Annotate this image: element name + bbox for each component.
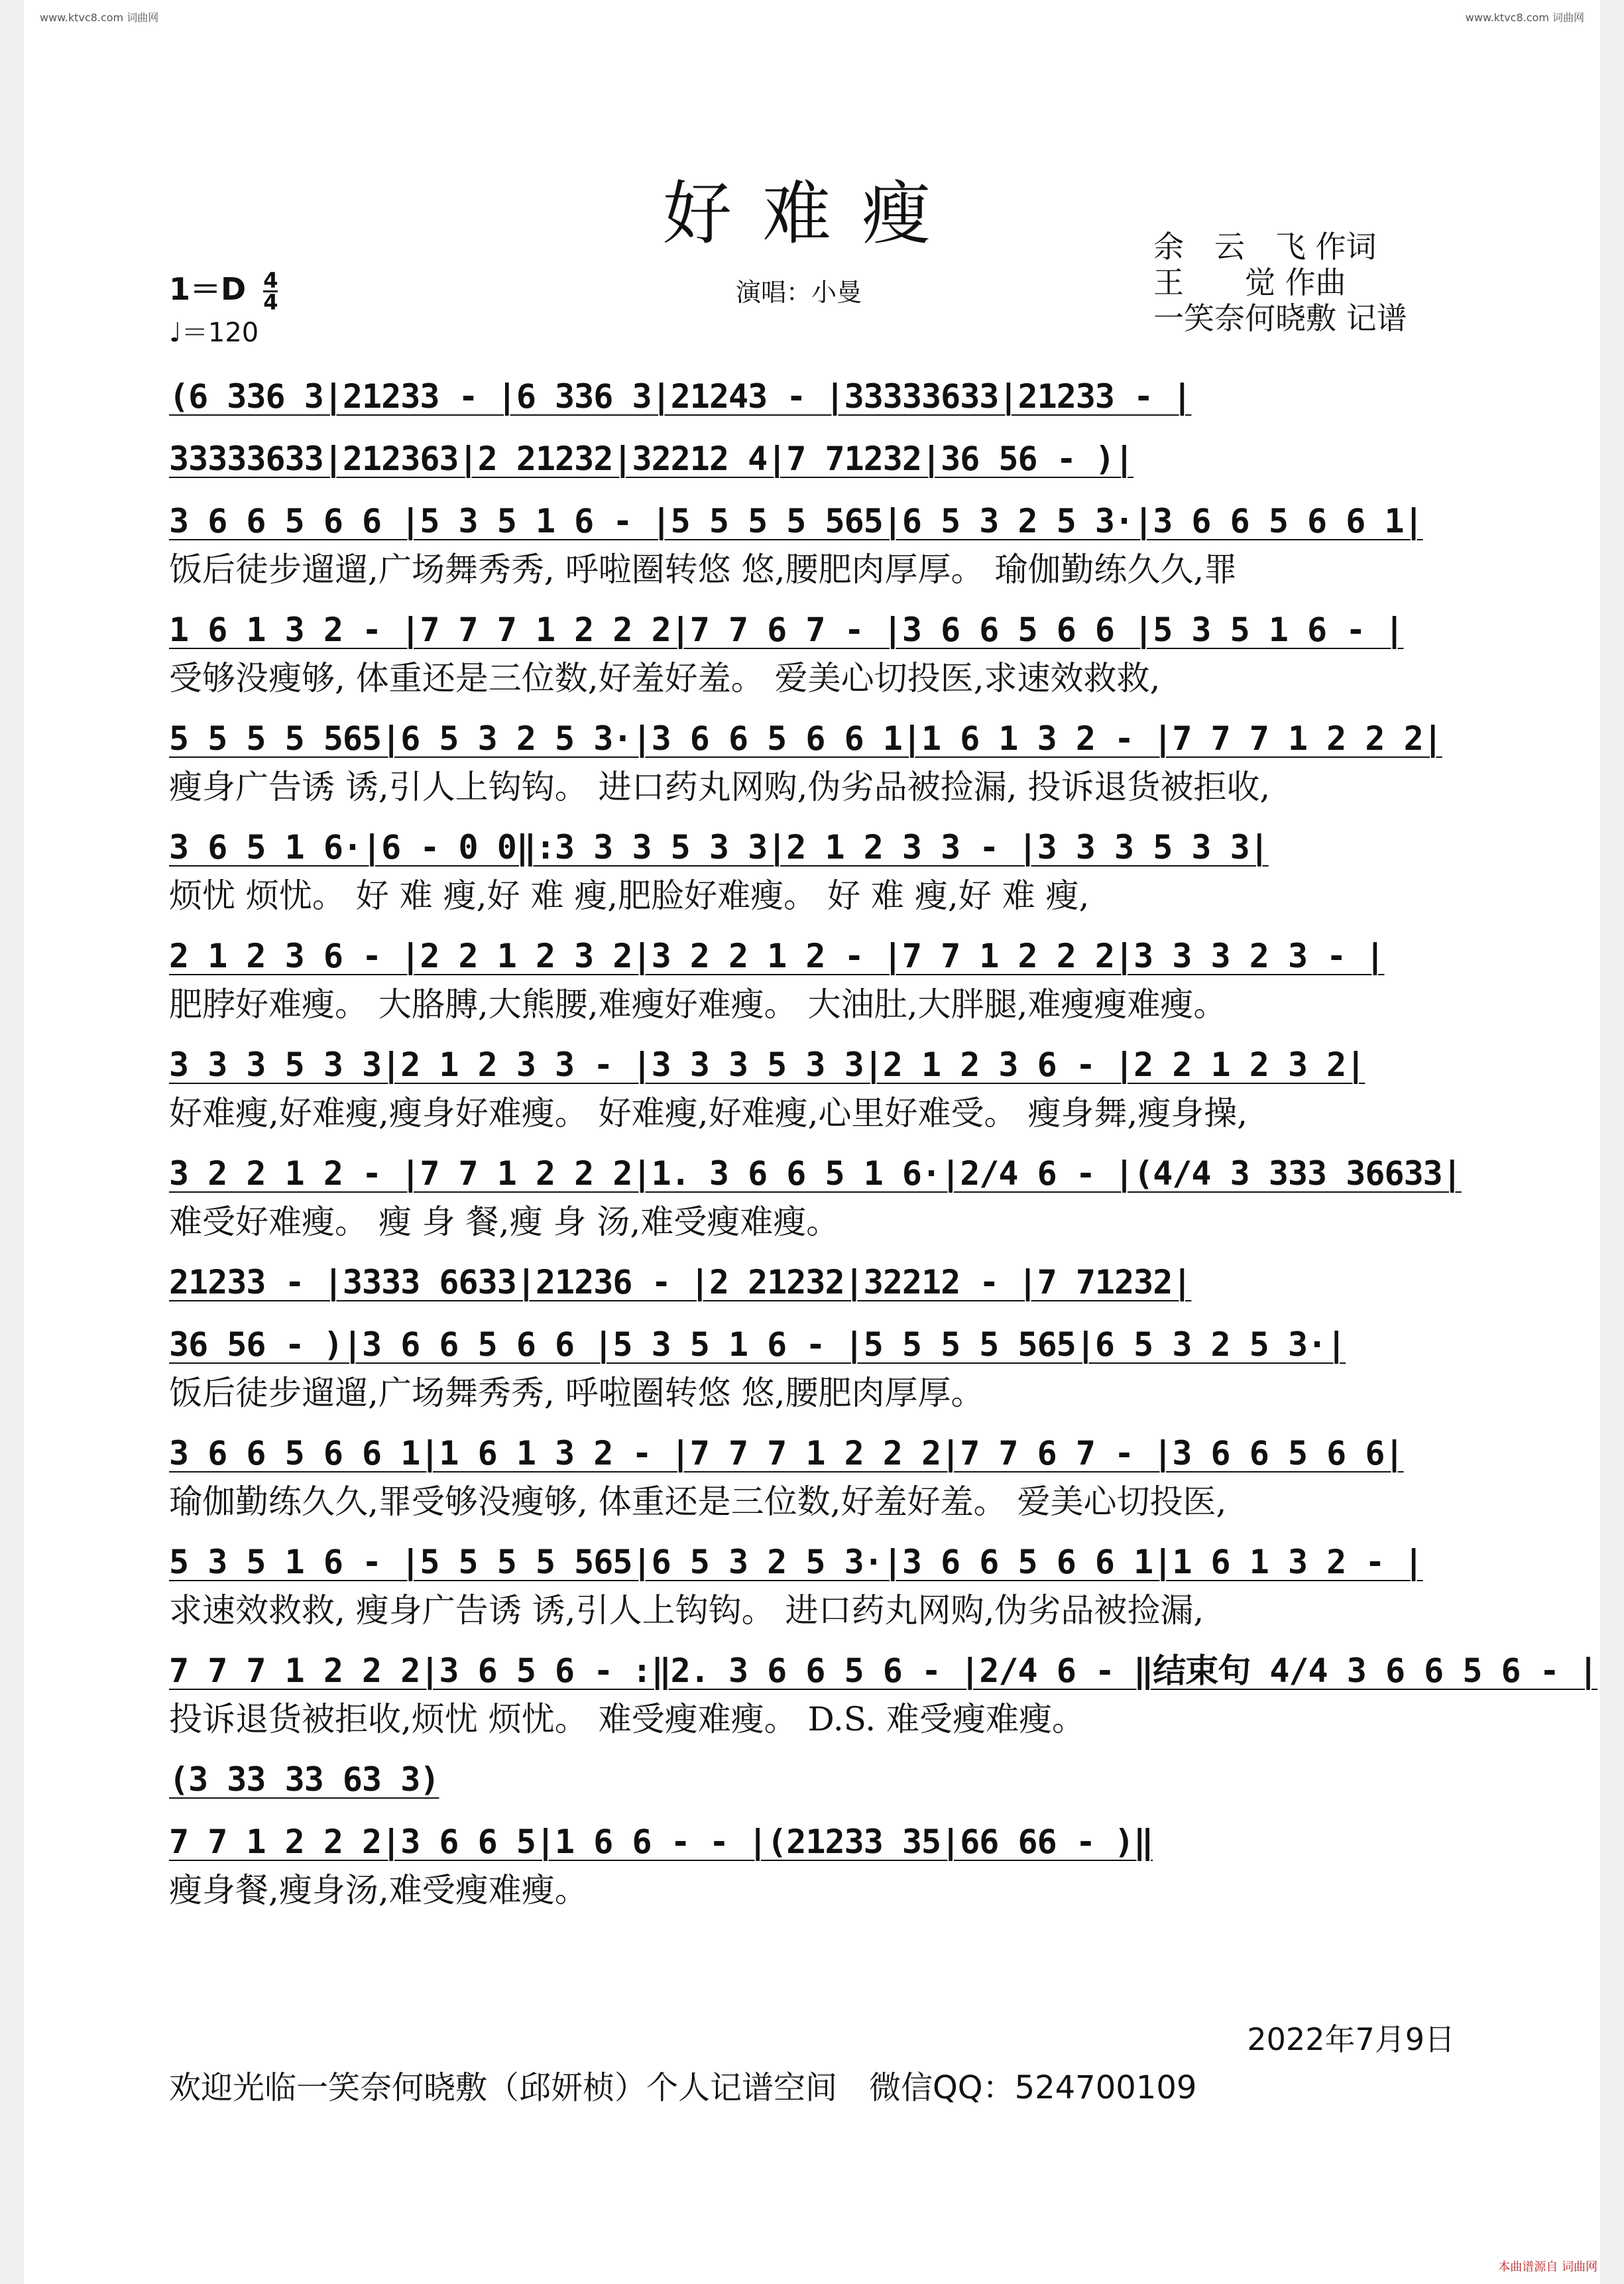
notation-row: (3 33 33 63 3) (169, 1760, 439, 1799)
meter-top: 4 (263, 268, 278, 293)
notation-row: 3 6 6 5 6 6 |5 3 5 1 6 - |5 5 5 5 565|6 5 3 2 5 3·|3 6 6 5 6 6 1| (169, 502, 1423, 540)
transcriber-credit: 一笑奈何晓敷 记谱 (1153, 300, 1407, 336)
notation-row: 3 6 5 1 6·|6 - 0 0‖:3 3 3 5 3 3|2 1 2 3 3 - |3 3 3 5 3 3| (169, 828, 1269, 867)
lyrics-row: 烦忧 烦忧。 好 难 瘦,好 难 瘦,肥脸好难瘦。 好 难 瘦,好 难 瘦, (169, 876, 1090, 915)
tempo-marking: ♩＝120 (169, 318, 259, 348)
score-line (169, 1040, 1462, 1136)
score-line (169, 371, 1462, 422)
source-stamp: 本曲谱源自 词曲网 (1498, 2260, 1597, 2274)
left-margin-strip (0, 0, 24, 2284)
composer-credit: 王 觉 作曲 (1153, 265, 1346, 300)
lyrics-row: 饭后徒步遛遛,广场舞秀秀, 呼啦圈转悠 悠,腰肥肉厚厚。 (169, 1374, 984, 1412)
notation-row: 36 56 - )|3 6 6 5 6 6 |5 3 5 1 6 - |5 5 5 5 565|6 5 3 2 5 3·| (169, 1325, 1346, 1364)
lyrics-row: 瑜伽勤练久久,罪受够没瘦够, 体重还是三位数,好羞好羞。 爱美心切投医, (169, 1482, 1227, 1521)
score-line (169, 1646, 1598, 1742)
footer-note: 欢迎光临一笑奈何晓敷（邱妍桢）个人记谱空间 微信QQ：524700109 (169, 2069, 1197, 2106)
meter-bottom: 4 (263, 290, 278, 315)
score-line (169, 605, 1462, 701)
score-line (169, 496, 1462, 593)
song-title: 好难瘦 (662, 173, 961, 254)
lyrics-row: 好难瘦,好难瘦,瘦身好难瘦。 好难瘦,好难瘦,心里好难受。 瘦身舞,瘦身操, (169, 1094, 1248, 1132)
notation-row: 21233 - |3333 6633|21236 - |2 21232|32212 - |7 71232| (169, 1263, 1192, 1301)
score-line (169, 1754, 1462, 1805)
score-line (169, 434, 1462, 484)
notation-row: 3 6 6 5 6 6 1|1 6 1 3 2 - |7 7 7 1 2 2 2|7 7 6 7 - |3 6 6 5 6 6| (169, 1434, 1404, 1473)
notation-row: 3 3 3 5 3 3|2 1 2 3 3 - |3 3 3 5 3 3|2 1 2 3 6 - |2 2 1 2 3 2| (169, 1046, 1365, 1084)
notation-row: 7 7 1 2 2 2|3 6 6 5|1 6 6 - - |(21233 35|66 66 - )‖ (169, 1823, 1153, 1861)
lyrics-row: 饭后徒步遛遛,广场舞秀秀, 呼啦圈转悠 悠,腰肥肉厚厚。 瑜伽勤练久久,罪 (169, 550, 1238, 589)
score-line (169, 1537, 1462, 1634)
lyrics-row: 难受好难瘦。 瘦 身 餐,瘦 身 汤,难受瘦难瘦。 (169, 1203, 840, 1241)
corner-watermark-left: www.ktvc8.com 词曲网 (40, 11, 159, 24)
lyrics-row: 肥脖好难瘦。 大胳膊,大熊腰,难瘦好难瘦。 大油肚,大胖腿,难瘦瘦难瘦。 (169, 985, 1227, 1024)
score-line (169, 713, 1462, 810)
time-signature (263, 268, 278, 315)
lyrics-row: 瘦身餐,瘦身汤,难受瘦难瘦。 (169, 1871, 588, 1909)
lyrics-row: 瘦身广告诱 诱,引人上钩钩。 进口药丸网购,伪劣品被捡漏, 投诉退货被拒收, (169, 768, 1271, 806)
notation-row: 33333633|212363|2 21232|32212 4|7 71232|36 56 - )| (169, 440, 1134, 478)
right-margin-strip (1600, 0, 1624, 2284)
notation-row: 1 6 1 3 2 - |7 7 7 1 2 2 2|7 7 6 7 - |3 6 6 5 6 6 |5 3 5 1 6 - | (169, 611, 1404, 649)
credits (1153, 229, 1407, 336)
score (169, 371, 1598, 1925)
score-line (169, 1257, 1462, 1307)
lyrics-row: 求速效救救, 瘦身广告诱 诱,引人上钩钩。 进口药丸网购,伪劣品被捡漏, (169, 1591, 1204, 1630)
notation-row: 3 2 2 1 2 - |7 7 1 2 2 2|1. 3 6 6 5 1 6·|2/4 6 - |(4/4 3 333 36633| (169, 1154, 1462, 1193)
notation-row: 5 3 5 1 6 - |5 5 5 5 565|6 5 3 2 5 3·|3 6 6 5 6 6 1|1 6 1 3 2 - | (169, 1543, 1423, 1581)
score-line (169, 1319, 1462, 1416)
notation-row: 2 1 2 3 6 - |2 2 1 2 3 2|3 2 2 1 2 - |7 7 1 2 2 2|3 3 3 2 3 - | (169, 937, 1385, 975)
singer-credit: 演唱：小曼 (736, 278, 862, 307)
score-line (169, 1148, 1462, 1245)
score-line (169, 822, 1462, 919)
notation-row: 7 7 7 1 2 2 2|3 6 5 6 - :‖2. 3 6 6 5 6 - |2/4 6 - ‖结束句 4/4 3 6 6 5 6 - | (169, 1652, 1598, 1690)
score-line (169, 1817, 1462, 1913)
date: 2022年7月9日 (1247, 2021, 1455, 2057)
lyrics-row: 受够没瘦够, 体重还是三位数,好羞好羞。 爱美心切投医,求速效救救, (169, 659, 1161, 697)
lyricist-credit: 余 云 飞 作词 (1153, 229, 1377, 265)
score-line (169, 931, 1462, 1028)
notation-row: 5 5 5 5 565|6 5 3 2 5 3·|3 6 6 5 6 6 1|1 6 1 3 2 - |7 7 7 1 2 2 2| (169, 719, 1442, 758)
key-signature (169, 265, 278, 315)
lyrics-row: 投诉退货被拒收,烦忧 烦忧。 难受瘦难瘦。 D.S. 难受瘦难瘦。 (169, 1700, 1086, 1738)
score-line (169, 1428, 1462, 1525)
key-label: 1＝D (169, 271, 247, 307)
notation-row: (6 336 3|21233 - |6 336 3|21243 - |33333633|21233 - | (169, 377, 1192, 416)
corner-watermark-right: www.ktvc8.com 词曲网 (1465, 11, 1584, 24)
